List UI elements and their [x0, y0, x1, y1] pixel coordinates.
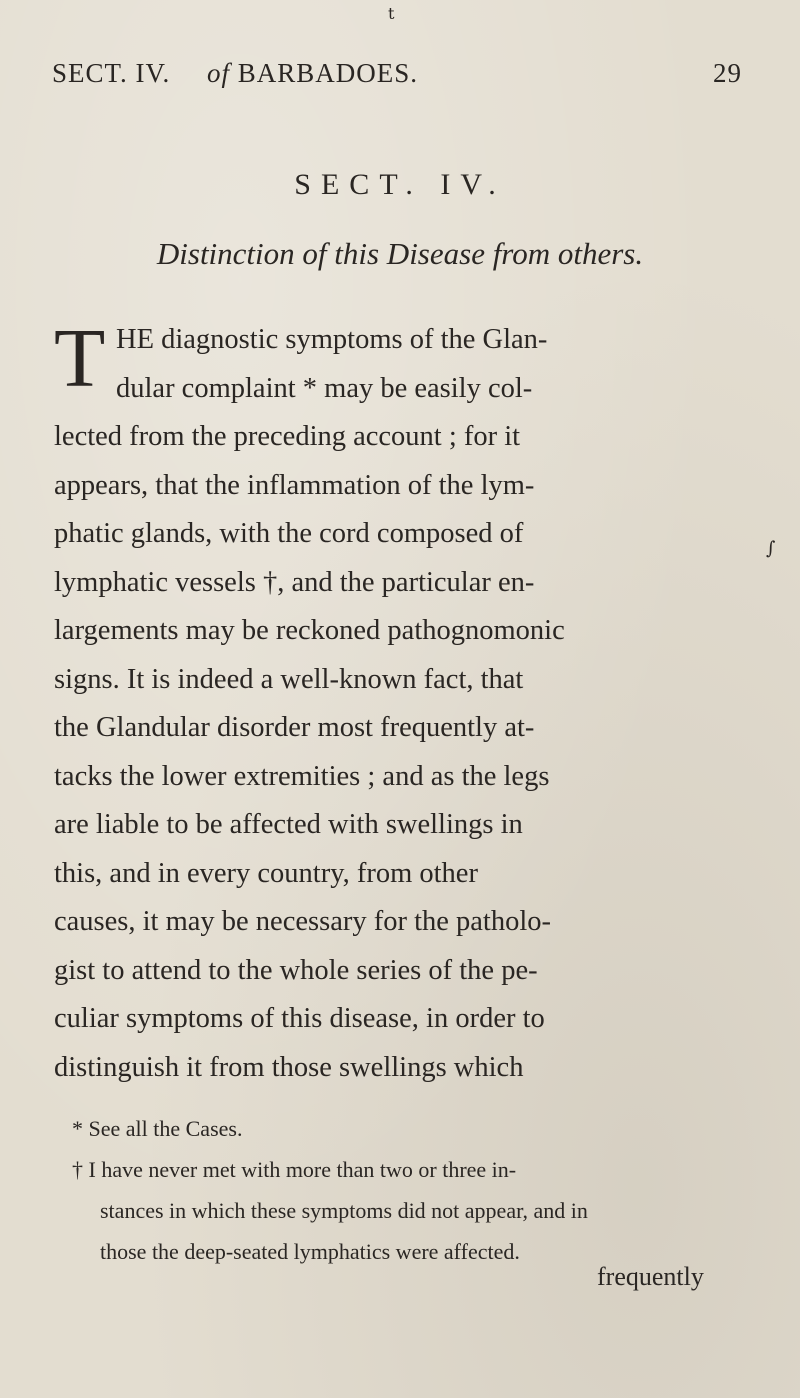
text-line: lected from the preceding account ; for it — [54, 421, 521, 452]
text-line: tacks the lower extremities ; and as the legs — [54, 760, 550, 792]
ink-mark: t — [388, 4, 395, 23]
text-line: distinguish it from those swellings which — [54, 1051, 524, 1083]
running-head-section: SECT. IV. — [52, 58, 171, 88]
drop-cap: T — [54, 312, 106, 405]
running-head — [52, 58, 742, 98]
running-head-place: BARBADOES. — [237, 58, 419, 88]
text-line: HE diagnostic symptoms of the Glan- — [116, 324, 548, 355]
text-line: signs. It is indeed a well-known fact, that — [54, 663, 524, 695]
text-line: the Glandular disorder most frequently at- — [54, 712, 535, 743]
text-line: gist to attend to the whole series of the pe- — [54, 954, 538, 986]
body-paragraph — [54, 312, 754, 1092]
section-subtitle: Distinction of this Disease from others. — [156, 236, 644, 271]
footnote-2-line-3: those the deep-seated lymphatics were affected. — [100, 1239, 520, 1264]
section-heading: SECT. IV. — [294, 168, 506, 201]
footnote-2-line-1: † I have never met with more than two or three in- — [72, 1157, 517, 1182]
footnote-1: * See all the Cases. — [72, 1116, 243, 1141]
footnote-2-line-2: stances in which these symptoms did not appear, and in — [100, 1198, 588, 1223]
text-line: lymphatic vessels †, and the particular en- — [54, 566, 535, 598]
text-line: are liable to be affected with swellings in — [54, 809, 523, 840]
text-line: this, and in every country, from other — [54, 857, 478, 889]
margin-mark: ∫ — [766, 538, 776, 559]
text-line: culiar symptoms of this disease, in order to — [54, 1003, 545, 1034]
running-head-title — [207, 58, 418, 89]
running-head-of: of — [207, 58, 231, 88]
catchword: frequently — [597, 1262, 704, 1291]
text-line: causes, it may be necessary for the patholo- — [54, 906, 551, 937]
text-line: dular complaint * may be easily col- — [116, 372, 533, 404]
text-line: appears, that the inflammation of the lym- — [54, 469, 535, 501]
text-line: phatic glands, with the cord composed of — [54, 518, 524, 549]
text-line: largements may be reckoned pathognomonic — [54, 615, 565, 646]
page-number: 29 — [713, 58, 742, 88]
footnotes — [72, 1108, 742, 1272]
